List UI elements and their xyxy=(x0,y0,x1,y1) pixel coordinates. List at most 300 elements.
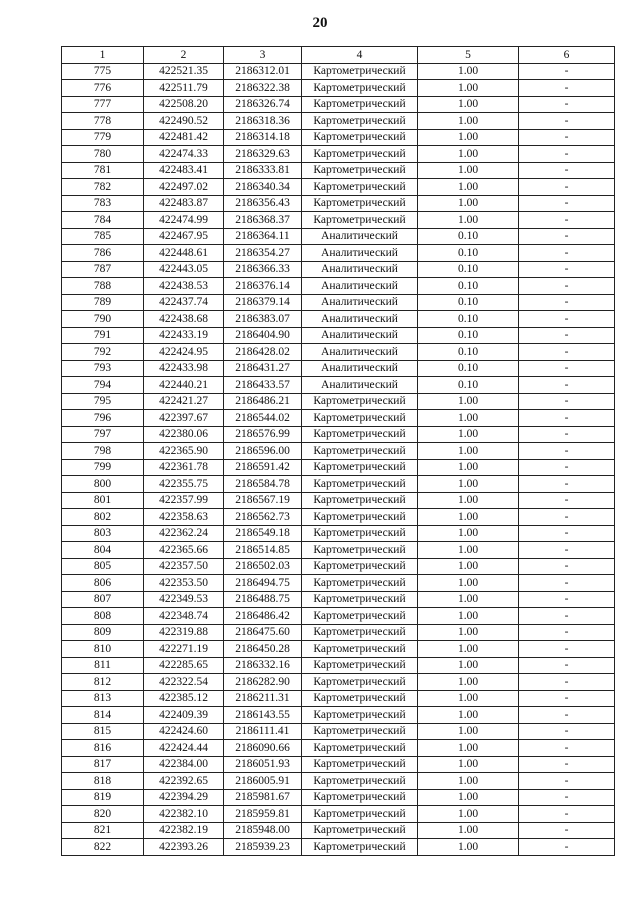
table-row xyxy=(62,96,615,113)
cell-x: 422438.53 xyxy=(144,278,224,295)
cell-y: 2186322.38 xyxy=(224,80,302,97)
table-row xyxy=(62,63,615,80)
cell-point-number: 822 xyxy=(62,839,144,856)
cell-accuracy: 0.10 xyxy=(418,228,519,245)
cell-point-number: 797 xyxy=(62,426,144,443)
table-row xyxy=(62,179,615,196)
cell-point-number: 793 xyxy=(62,360,144,377)
cell-accuracy: 1.00 xyxy=(418,723,519,740)
cell-point-number: 821 xyxy=(62,822,144,839)
cell-point-number: 816 xyxy=(62,740,144,757)
cell-method: Аналитический xyxy=(302,327,418,344)
cell-x: 422382.19 xyxy=(144,822,224,839)
cell-point-number: 798 xyxy=(62,443,144,460)
cell-x: 422409.39 xyxy=(144,707,224,724)
cell-method: Аналитический xyxy=(302,245,418,262)
cell-description: - xyxy=(519,740,615,757)
cell-x: 422433.98 xyxy=(144,360,224,377)
cell-y: 2186494.75 xyxy=(224,575,302,592)
cell-method: Картометрический xyxy=(302,558,418,575)
cell-method: Картометрический xyxy=(302,393,418,410)
table-row xyxy=(62,789,615,806)
cell-x: 422474.99 xyxy=(144,212,224,229)
table-row xyxy=(62,311,615,328)
cell-point-number: 783 xyxy=(62,195,144,212)
cell-x: 422357.50 xyxy=(144,558,224,575)
cell-method: Картометрический xyxy=(302,806,418,823)
table-row xyxy=(62,558,615,575)
cell-y: 2186314.18 xyxy=(224,129,302,146)
cell-x: 422382.10 xyxy=(144,806,224,823)
cell-point-number: 800 xyxy=(62,476,144,493)
cell-accuracy: 1.00 xyxy=(418,740,519,757)
cell-accuracy: 1.00 xyxy=(418,195,519,212)
cell-y: 2186549.18 xyxy=(224,525,302,542)
cell-description: - xyxy=(519,195,615,212)
cell-x: 422365.90 xyxy=(144,443,224,460)
page-number: 20 xyxy=(312,15,328,31)
cell-point-number: 784 xyxy=(62,212,144,229)
cell-method: Аналитический xyxy=(302,344,418,361)
cell-point-number: 780 xyxy=(62,146,144,163)
column-header-y: 3 xyxy=(224,47,302,64)
cell-point-number: 777 xyxy=(62,96,144,113)
cell-accuracy: 1.00 xyxy=(418,393,519,410)
cell-point-number: 819 xyxy=(62,789,144,806)
cell-accuracy: 1.00 xyxy=(418,459,519,476)
cell-method: Картометрический xyxy=(302,542,418,559)
cell-x: 422322.54 xyxy=(144,674,224,691)
column-header-x: 2 xyxy=(144,47,224,64)
cell-method: Картометрический xyxy=(302,113,418,130)
cell-point-number: 792 xyxy=(62,344,144,361)
table-row xyxy=(62,113,615,130)
cell-y: 2186502.03 xyxy=(224,558,302,575)
cell-y: 2186143.55 xyxy=(224,707,302,724)
cell-description: - xyxy=(519,129,615,146)
cell-method: Картометрический xyxy=(302,525,418,542)
table-row xyxy=(62,459,615,476)
cell-point-number: 805 xyxy=(62,558,144,575)
cell-accuracy: 1.00 xyxy=(418,492,519,509)
cell-y: 2186514.85 xyxy=(224,542,302,559)
table-row xyxy=(62,641,615,658)
cell-y: 2185948.00 xyxy=(224,822,302,839)
table-row xyxy=(62,146,615,163)
table-row xyxy=(62,278,615,295)
cell-description: - xyxy=(519,707,615,724)
cell-method: Аналитический xyxy=(302,294,418,311)
cell-method: Картометрический xyxy=(302,740,418,757)
cell-description: - xyxy=(519,509,615,526)
table-row xyxy=(62,690,615,707)
cell-method: Картометрический xyxy=(302,80,418,97)
table-row xyxy=(62,245,615,262)
cell-x: 422362.24 xyxy=(144,525,224,542)
cell-x: 422483.87 xyxy=(144,195,224,212)
cell-method: Аналитический xyxy=(302,311,418,328)
cell-x: 422392.65 xyxy=(144,773,224,790)
cell-description: - xyxy=(519,789,615,806)
cell-x: 422433.19 xyxy=(144,327,224,344)
cell-description: - xyxy=(519,113,615,130)
cell-accuracy: 0.10 xyxy=(418,245,519,262)
cell-description: - xyxy=(519,674,615,691)
cell-y: 2186333.81 xyxy=(224,162,302,179)
cell-y: 2186576.99 xyxy=(224,426,302,443)
cell-description: - xyxy=(519,410,615,427)
cell-y: 2186376.14 xyxy=(224,278,302,295)
cell-point-number: 779 xyxy=(62,129,144,146)
cell-method: Картометрический xyxy=(302,690,418,707)
cell-y: 2186431.27 xyxy=(224,360,302,377)
cell-method: Картометрический xyxy=(302,410,418,427)
cell-x: 422365.66 xyxy=(144,542,224,559)
cell-y: 2186486.42 xyxy=(224,608,302,625)
cell-y: 2186051.93 xyxy=(224,756,302,773)
cell-accuracy: 1.00 xyxy=(418,96,519,113)
table-row xyxy=(62,228,615,245)
cell-y: 2186211.31 xyxy=(224,690,302,707)
table-body xyxy=(62,63,615,855)
cell-description: - xyxy=(519,179,615,196)
table-row xyxy=(62,410,615,427)
table-row xyxy=(62,162,615,179)
cell-description: - xyxy=(519,146,615,163)
cell-y: 2186562.73 xyxy=(224,509,302,526)
table-row xyxy=(62,839,615,856)
cell-description: - xyxy=(519,756,615,773)
table-row xyxy=(62,443,615,460)
cell-method: Картометрический xyxy=(302,179,418,196)
cell-description: - xyxy=(519,311,615,328)
cell-accuracy: 1.00 xyxy=(418,641,519,658)
column-header-accuracy: 5 xyxy=(418,47,519,64)
cell-y: 2186354.27 xyxy=(224,245,302,262)
cell-description: - xyxy=(519,641,615,658)
cell-accuracy: 1.00 xyxy=(418,426,519,443)
table-row xyxy=(62,740,615,757)
table-row xyxy=(62,723,615,740)
cell-x: 422467.95 xyxy=(144,228,224,245)
cell-y: 2186364.11 xyxy=(224,228,302,245)
cell-description: - xyxy=(519,806,615,823)
cell-description: - xyxy=(519,344,615,361)
cell-accuracy: 1.00 xyxy=(418,542,519,559)
cell-point-number: 785 xyxy=(62,228,144,245)
cell-x: 422490.52 xyxy=(144,113,224,130)
cell-method: Картометрический xyxy=(302,575,418,592)
cell-point-number: 818 xyxy=(62,773,144,790)
cell-y: 2186379.14 xyxy=(224,294,302,311)
cell-x: 422384.00 xyxy=(144,756,224,773)
cell-x: 422438.68 xyxy=(144,311,224,328)
cell-x: 422474.33 xyxy=(144,146,224,163)
cell-x: 422424.44 xyxy=(144,740,224,757)
cell-point-number: 815 xyxy=(62,723,144,740)
cell-accuracy: 1.00 xyxy=(418,657,519,674)
cell-point-number: 794 xyxy=(62,377,144,394)
cell-accuracy: 0.10 xyxy=(418,278,519,295)
cell-x: 422355.75 xyxy=(144,476,224,493)
table-row xyxy=(62,195,615,212)
cell-method: Картометрический xyxy=(302,624,418,641)
cell-x: 422424.60 xyxy=(144,723,224,740)
cell-description: - xyxy=(519,624,615,641)
cell-y: 2186475.60 xyxy=(224,624,302,641)
cell-x: 422511.79 xyxy=(144,80,224,97)
cell-accuracy: 1.00 xyxy=(418,624,519,641)
table-row xyxy=(62,294,615,311)
cell-x: 422380.06 xyxy=(144,426,224,443)
cell-y: 2186005.91 xyxy=(224,773,302,790)
column-header-point-number: 1 xyxy=(62,47,144,64)
cell-description: - xyxy=(519,773,615,790)
table-row xyxy=(62,80,615,97)
cell-accuracy: 0.10 xyxy=(418,327,519,344)
cell-point-number: 781 xyxy=(62,162,144,179)
cell-accuracy: 1.00 xyxy=(418,591,519,608)
cell-accuracy: 1.00 xyxy=(418,509,519,526)
cell-x: 422448.61 xyxy=(144,245,224,262)
cell-x: 422361.78 xyxy=(144,459,224,476)
cell-y: 2186326.74 xyxy=(224,96,302,113)
cell-accuracy: 1.00 xyxy=(418,707,519,724)
cell-point-number: 795 xyxy=(62,393,144,410)
cell-description: - xyxy=(519,558,615,575)
cell-y: 2186329.63 xyxy=(224,146,302,163)
cell-description: - xyxy=(519,575,615,592)
cell-y: 2185981.67 xyxy=(224,789,302,806)
cell-point-number: 811 xyxy=(62,657,144,674)
cell-method: Картометрический xyxy=(302,789,418,806)
cell-method: Аналитический xyxy=(302,261,418,278)
cell-method: Картометрический xyxy=(302,492,418,509)
table-row xyxy=(62,674,615,691)
cell-description: - xyxy=(519,327,615,344)
cell-description: - xyxy=(519,393,615,410)
table-row xyxy=(62,492,615,509)
cell-accuracy: 1.00 xyxy=(418,476,519,493)
cell-accuracy: 1.00 xyxy=(418,63,519,80)
cell-x: 422443.05 xyxy=(144,261,224,278)
cell-description: - xyxy=(519,723,615,740)
cell-method: Картометрический xyxy=(302,674,418,691)
cell-x: 422421.27 xyxy=(144,393,224,410)
cell-point-number: 791 xyxy=(62,327,144,344)
cell-method: Картометрический xyxy=(302,641,418,658)
cell-description: - xyxy=(519,63,615,80)
cell-method: Картометрический xyxy=(302,723,418,740)
cell-point-number: 813 xyxy=(62,690,144,707)
table-row xyxy=(62,657,615,674)
cell-accuracy: 1.00 xyxy=(418,525,519,542)
cell-y: 2186584.78 xyxy=(224,476,302,493)
cell-accuracy: 0.10 xyxy=(418,344,519,361)
cell-point-number: 799 xyxy=(62,459,144,476)
cell-point-number: 812 xyxy=(62,674,144,691)
cell-accuracy: 1.00 xyxy=(418,690,519,707)
cell-description: - xyxy=(519,690,615,707)
cell-point-number: 817 xyxy=(62,756,144,773)
cell-description: - xyxy=(519,492,615,509)
cell-x: 422440.21 xyxy=(144,377,224,394)
cell-y: 2186567.19 xyxy=(224,492,302,509)
cell-y: 2186368.37 xyxy=(224,212,302,229)
cell-y: 2186282.90 xyxy=(224,674,302,691)
cell-x: 422349.53 xyxy=(144,591,224,608)
cell-accuracy: 1.00 xyxy=(418,80,519,97)
cell-y: 2186383.07 xyxy=(224,311,302,328)
cell-description: - xyxy=(519,80,615,97)
cell-x: 422424.95 xyxy=(144,344,224,361)
cell-x: 422385.12 xyxy=(144,690,224,707)
table-row xyxy=(62,344,615,361)
table-row xyxy=(62,377,615,394)
cell-y: 2186090.66 xyxy=(224,740,302,757)
cell-method: Картометрический xyxy=(302,212,418,229)
cell-description: - xyxy=(519,228,615,245)
cell-y: 2186332.16 xyxy=(224,657,302,674)
cell-method: Картометрический xyxy=(302,822,418,839)
cell-point-number: 775 xyxy=(62,63,144,80)
cell-y: 2186486.21 xyxy=(224,393,302,410)
cell-method: Картометрический xyxy=(302,162,418,179)
cell-y: 2186356.43 xyxy=(224,195,302,212)
cell-description: - xyxy=(519,657,615,674)
cell-description: - xyxy=(519,96,615,113)
cell-point-number: 809 xyxy=(62,624,144,641)
cell-x: 422497.02 xyxy=(144,179,224,196)
cell-description: - xyxy=(519,591,615,608)
cell-method: Картометрический xyxy=(302,443,418,460)
cell-point-number: 790 xyxy=(62,311,144,328)
cell-x: 422285.65 xyxy=(144,657,224,674)
table-row xyxy=(62,822,615,839)
cell-accuracy: 1.00 xyxy=(418,129,519,146)
cell-accuracy: 1.00 xyxy=(418,146,519,163)
cell-point-number: 776 xyxy=(62,80,144,97)
cell-accuracy: 0.10 xyxy=(418,261,519,278)
cell-point-number: 806 xyxy=(62,575,144,592)
table-row xyxy=(62,756,615,773)
cell-accuracy: 1.00 xyxy=(418,674,519,691)
cell-description: - xyxy=(519,443,615,460)
cell-accuracy: 1.00 xyxy=(418,822,519,839)
cell-point-number: 814 xyxy=(62,707,144,724)
cell-method: Картометрический xyxy=(302,426,418,443)
cell-point-number: 789 xyxy=(62,294,144,311)
cell-method: Картометрический xyxy=(302,591,418,608)
table-row xyxy=(62,393,615,410)
cell-x: 422483.41 xyxy=(144,162,224,179)
table-row xyxy=(62,129,615,146)
cell-method: Картометрический xyxy=(302,608,418,625)
cell-point-number: 801 xyxy=(62,492,144,509)
cell-x: 422521.35 xyxy=(144,63,224,80)
cell-description: - xyxy=(519,459,615,476)
cell-method: Картометрический xyxy=(302,459,418,476)
cell-x: 422353.50 xyxy=(144,575,224,592)
cell-point-number: 787 xyxy=(62,261,144,278)
cell-method: Картометрический xyxy=(302,195,418,212)
cell-method: Аналитический xyxy=(302,278,418,295)
cell-y: 2186544.02 xyxy=(224,410,302,427)
cell-x: 422319.88 xyxy=(144,624,224,641)
cell-description: - xyxy=(519,476,615,493)
cell-description: - xyxy=(519,608,615,625)
cell-x: 422394.29 xyxy=(144,789,224,806)
cell-description: - xyxy=(519,822,615,839)
cell-description: - xyxy=(519,525,615,542)
cell-accuracy: 1.00 xyxy=(418,575,519,592)
cell-y: 2186366.33 xyxy=(224,261,302,278)
cell-method: Картометрический xyxy=(302,707,418,724)
cell-accuracy: 0.10 xyxy=(418,294,519,311)
cell-method: Картометрический xyxy=(302,63,418,80)
table-row xyxy=(62,509,615,526)
cell-point-number: 808 xyxy=(62,608,144,625)
cell-accuracy: 1.00 xyxy=(418,212,519,229)
cell-x: 422437.74 xyxy=(144,294,224,311)
cell-method: Картометрический xyxy=(302,476,418,493)
cell-accuracy: 1.00 xyxy=(418,839,519,856)
table-row xyxy=(62,426,615,443)
table-row xyxy=(62,542,615,559)
cell-y: 2186596.00 xyxy=(224,443,302,460)
cell-point-number: 810 xyxy=(62,641,144,658)
cell-accuracy: 1.00 xyxy=(418,608,519,625)
cell-description: - xyxy=(519,162,615,179)
cell-point-number: 804 xyxy=(62,542,144,559)
cell-point-number: 786 xyxy=(62,245,144,262)
table-row xyxy=(62,707,615,724)
cell-method: Картометрический xyxy=(302,96,418,113)
cell-y: 2186433.57 xyxy=(224,377,302,394)
cell-accuracy: 0.10 xyxy=(418,377,519,394)
table-row xyxy=(62,476,615,493)
cell-accuracy: 1.00 xyxy=(418,113,519,130)
cell-accuracy: 1.00 xyxy=(418,756,519,773)
cell-accuracy: 1.00 xyxy=(418,410,519,427)
cell-method: Картометрический xyxy=(302,773,418,790)
cell-accuracy: 0.10 xyxy=(418,360,519,377)
cell-method: Картометрический xyxy=(302,509,418,526)
cell-method: Картометрический xyxy=(302,756,418,773)
cell-method: Картометрический xyxy=(302,657,418,674)
table-row xyxy=(62,575,615,592)
cell-description: - xyxy=(519,542,615,559)
cell-point-number: 802 xyxy=(62,509,144,526)
cell-x: 422348.74 xyxy=(144,608,224,625)
cell-point-number: 778 xyxy=(62,113,144,130)
header-row xyxy=(62,47,615,64)
column-header-description: 6 xyxy=(519,47,615,64)
cell-method: Аналитический xyxy=(302,360,418,377)
cell-accuracy: 1.00 xyxy=(418,806,519,823)
cell-accuracy: 1.00 xyxy=(418,558,519,575)
cell-description: - xyxy=(519,261,615,278)
cell-x: 422357.99 xyxy=(144,492,224,509)
cell-accuracy: 1.00 xyxy=(418,162,519,179)
table-row xyxy=(62,806,615,823)
table-row xyxy=(62,327,615,344)
table-row xyxy=(62,624,615,641)
cell-description: - xyxy=(519,245,615,262)
column-header-method: 4 xyxy=(302,47,418,64)
cell-y: 2186318.36 xyxy=(224,113,302,130)
cell-x: 422397.67 xyxy=(144,410,224,427)
